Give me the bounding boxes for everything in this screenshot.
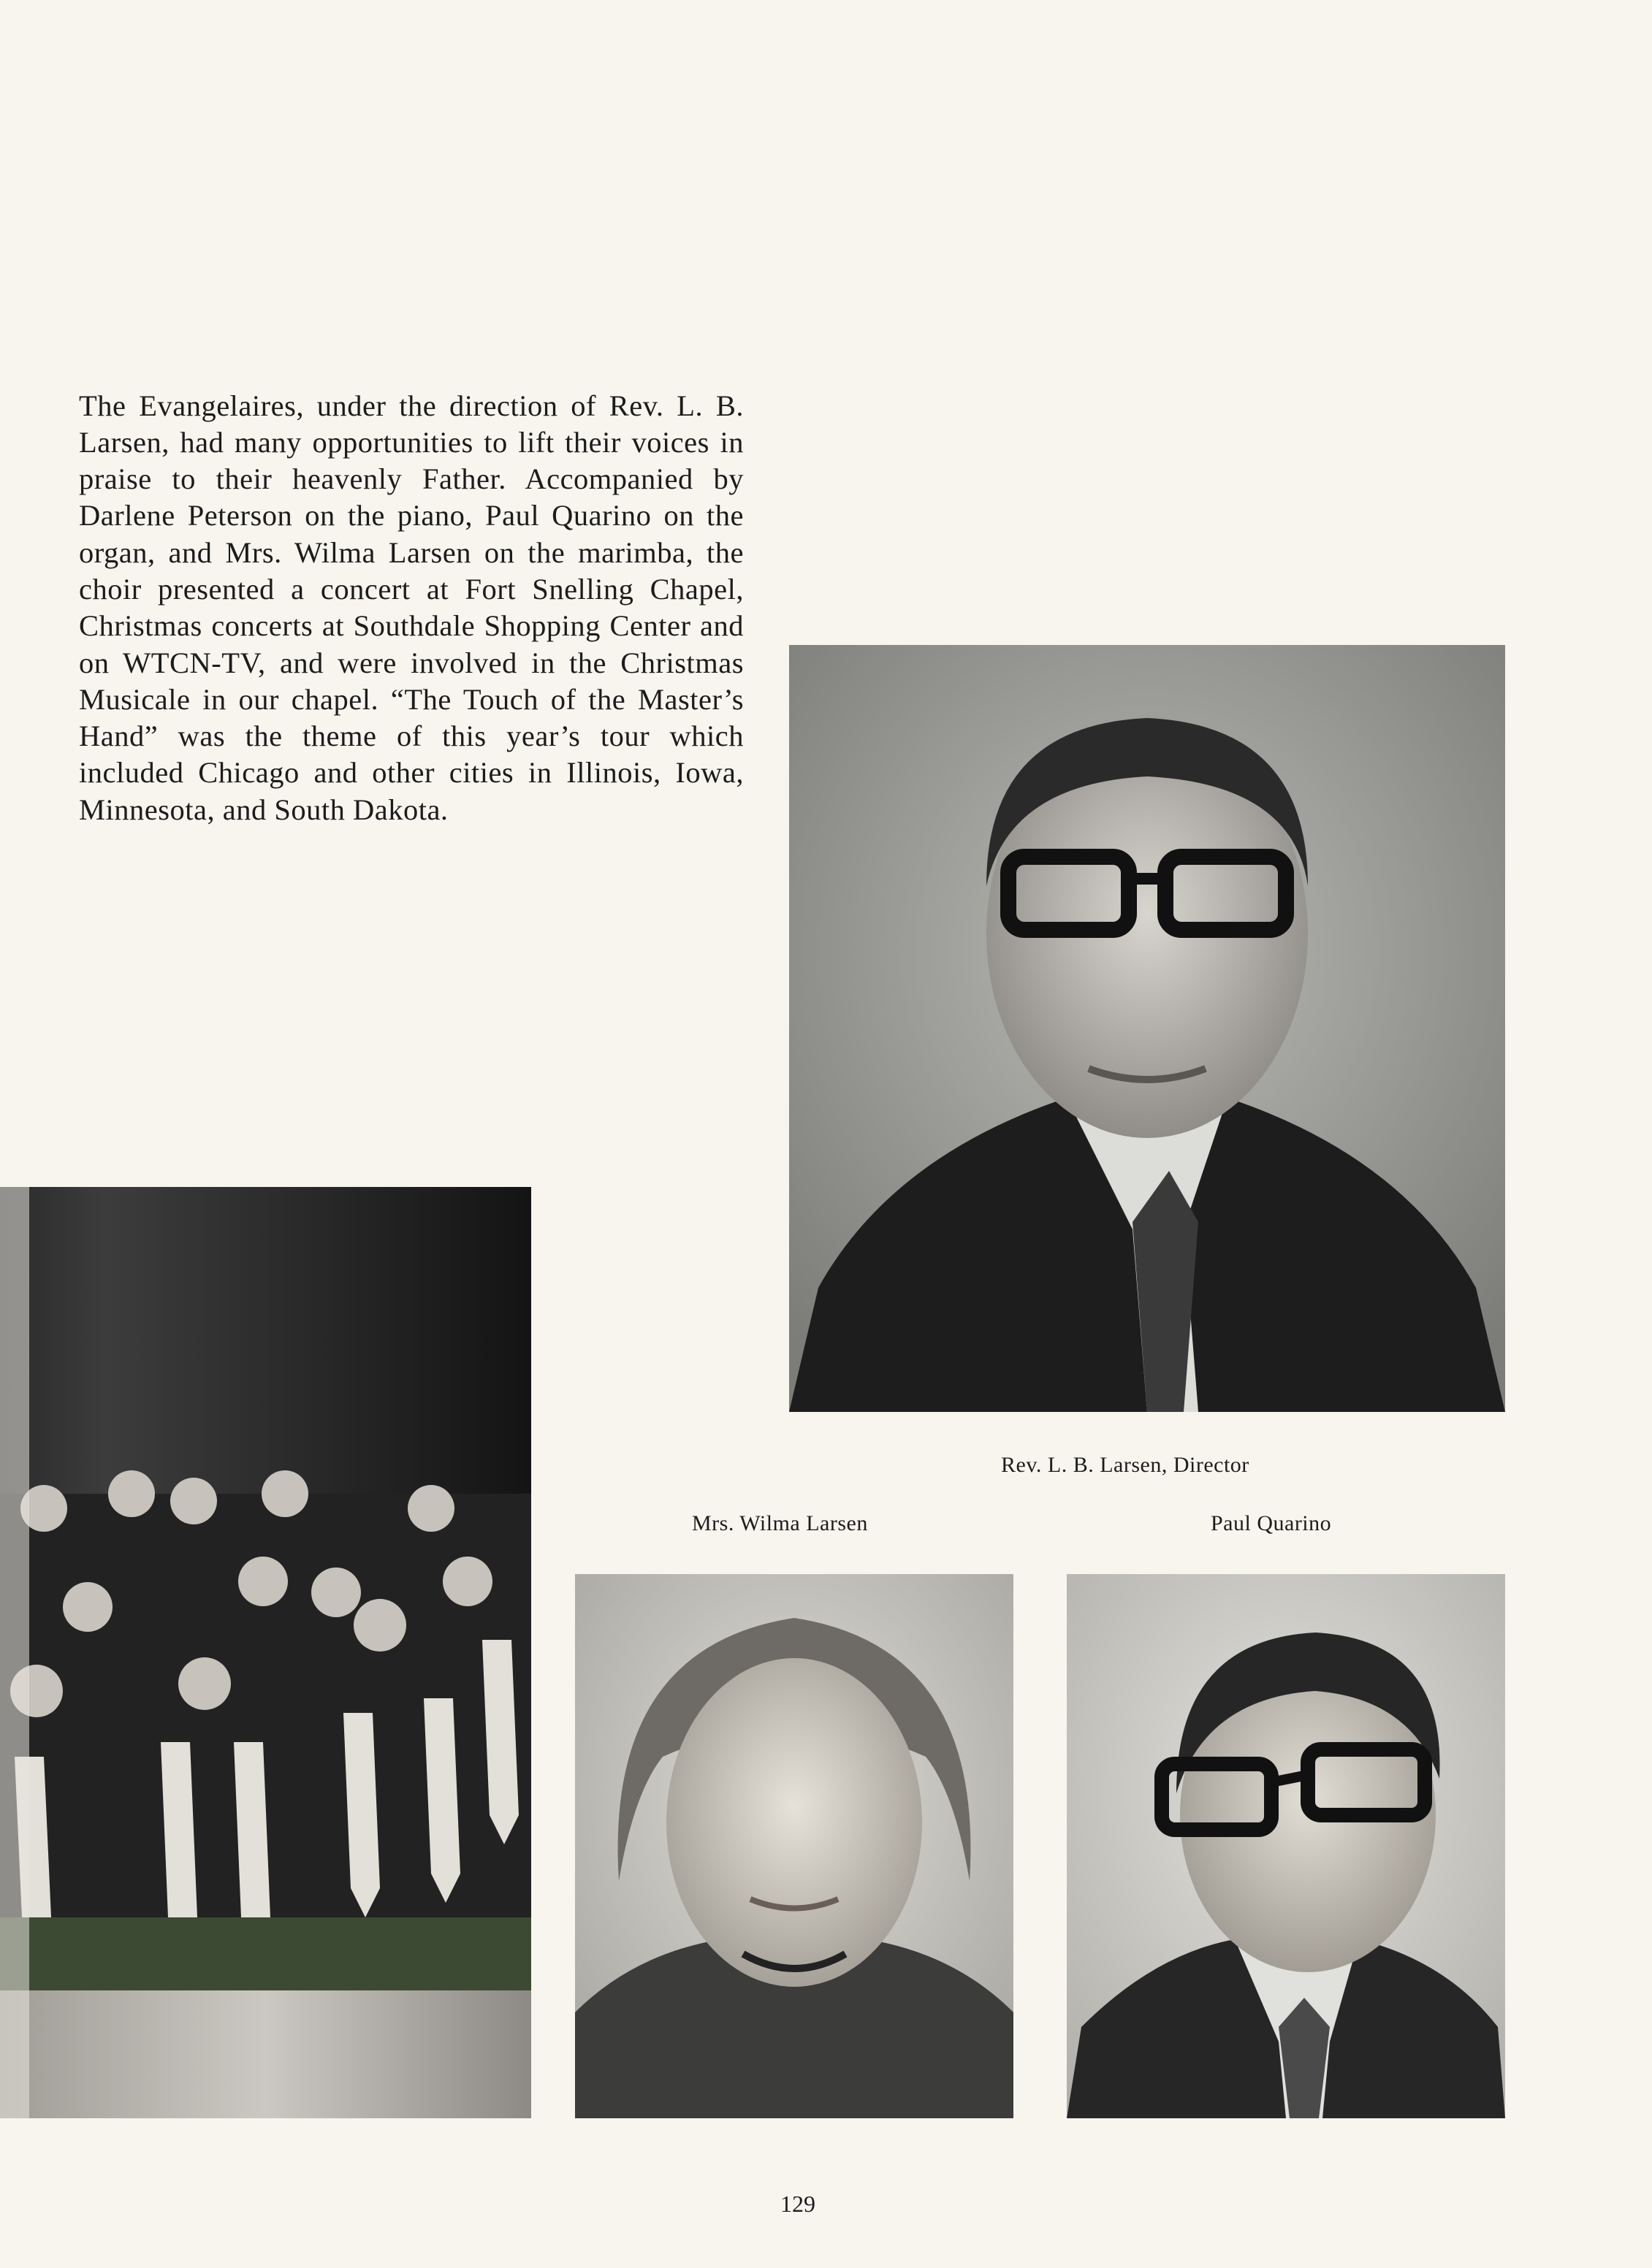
choir-group-photo (0, 1187, 531, 2118)
wilma-larsen-portrait-photo (575, 1574, 1013, 2118)
article-body: The Evangelaires, under the direction of Rev. L. B. Larsen, had many opportunities to lift their voices in praise to their heavenly Father. Accompanied by Darlene Peterson on the piano, Paul Quarino on the organ, and Mrs. Wilma Larsen on the marimba, the choir presented a concert at Fort Snelling Chapel, Christmas concerts at Southdale Shopping Center and on WTCN-TV, and were involved in the Christmas Musicale in our chapel. “The Touch of the Master’s Hand” was the theme of this year’s tour which included Chicago and other cities in Illinois, Iowa, Minnesota, and South Dakota. (79, 389, 744, 826)
paul-quarino-caption: Paul Quarino (1211, 1511, 1332, 1535)
paul-quarino-portrait-photo (1067, 1574, 1505, 2118)
director-caption: Rev. L. B. Larsen, Director (1001, 1453, 1249, 1477)
wilma-larsen-caption: Mrs. Wilma Larsen (692, 1511, 868, 1535)
page-number: 129 (780, 2191, 815, 2217)
director-portrait-photo (789, 645, 1505, 1412)
